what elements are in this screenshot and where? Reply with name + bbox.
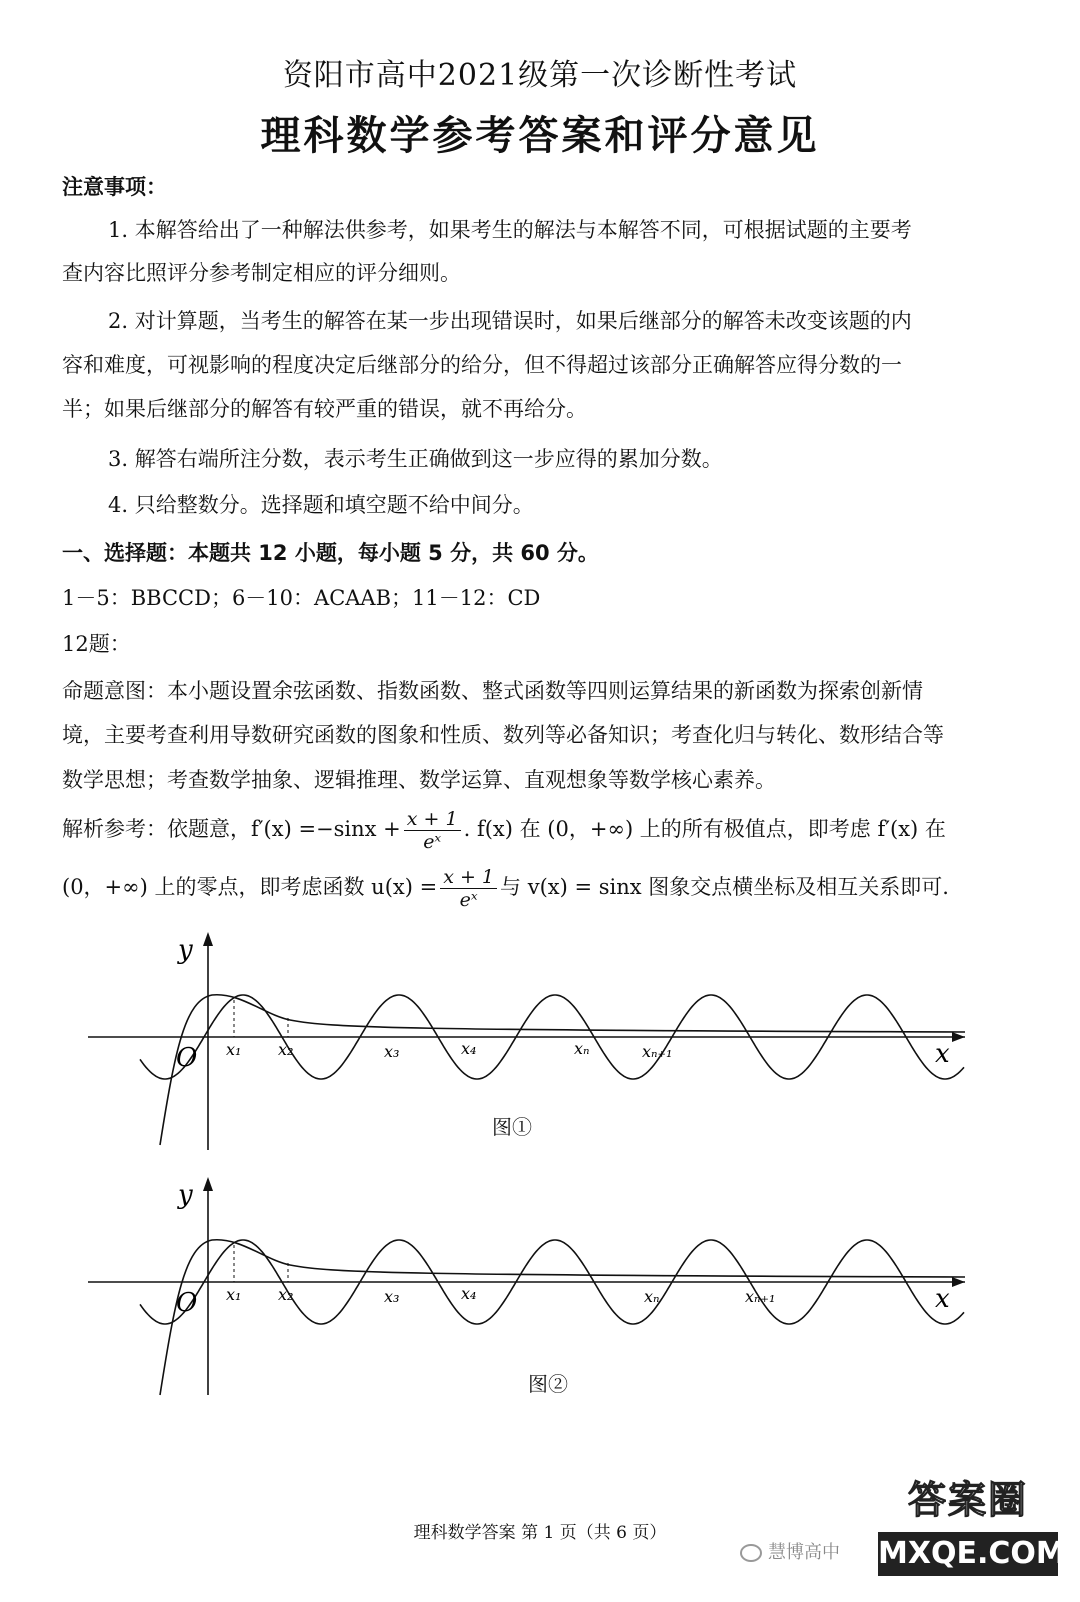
q12-analysis-b2: 与 v(x) = sinx 图象交点横坐标及相互关系即可. [500, 875, 949, 899]
fraction-denominator: eˣ [423, 831, 442, 853]
document-title: 理科数学参考答案和评分意见 [260, 113, 820, 159]
x-axis-arrow [952, 1032, 965, 1042]
notice-item-2b: 容和难度，可视影响的程度决定后继部分的给分，但不得超过该部分正确解答应得分数的一 [62, 353, 902, 377]
notice-item-2a: 2. 对计算题，当考生的解答在某一步出现错误时，如果后继部分的解答未改变该题的内 [108, 309, 912, 333]
point-label-x4: x₄ [461, 1284, 477, 1303]
point-label-xn1: xₙ₊₁ [745, 1287, 776, 1306]
x-axis-arrow [952, 1277, 965, 1287]
watermark-caption [740, 1538, 840, 1564]
u-curve [160, 995, 965, 1145]
point-label-x2: x₂ [278, 1285, 294, 1304]
q12-intent-a: 命题意图：本小题设置余弦函数、指数函数、整式函数等四则运算结果的新函数为探索创新情 [62, 679, 923, 703]
watermark-text: 慧博高中 [768, 1542, 840, 1563]
y-axis-label: y [178, 1180, 193, 1210]
watermark-logo [878, 1476, 1066, 1588]
figure-1 [0, 920, 1080, 1160]
fraction-u [440, 866, 497, 911]
q12-analysis-a1: 解析参考：依题意，f′(x) =−sinx + [62, 817, 401, 841]
x-axis-label: x [935, 1039, 950, 1069]
notice-item-1b: 查内容比照评分参考制定相应的评分细则。 [62, 261, 461, 285]
q12-analysis-b1: (0，+∞) 上的零点，即考虑函数 u(x) = [62, 875, 438, 899]
point-label-xn: xₙ [574, 1039, 590, 1058]
exam-title: 资阳市高中2021级第一次诊断性考试 [282, 58, 798, 93]
fraction-numerator: x + 1 [404, 808, 461, 831]
wechat-icon [740, 1544, 762, 1562]
watermark-logo-url: MXQE.COM [878, 1532, 1058, 1576]
q12-analysis-a2: . f(x) 在 (0，+∞) 上的所有极值点，即考虑 f′(x) 在 [463, 817, 946, 841]
origin-label: O [176, 1043, 198, 1073]
notice-item-4: 4. 只给整数分。选择题和填空题不给中间分。 [108, 493, 534, 517]
q12-intent-b: 境，主要考查利用导数研究函数的图象和性质、数列等必备知识；考查化归与转化、数形结合等 [62, 723, 944, 747]
point-label-x4: x₄ [461, 1039, 477, 1058]
point-label-x1: x₁ [226, 1285, 242, 1304]
section1-heading: 一、选择题：本题共 12 小题，每小题 5 分，共 60 分。 [62, 541, 599, 565]
section1-answers: 1－5：BBCCD；6－10：ACAAB；11－12：CD [62, 586, 541, 610]
q12-analysis-line2 [62, 866, 1022, 911]
point-label-x3: x₃ [384, 1042, 400, 1061]
notice-item-2c: 半；如果后继部分的解答有较严重的错误，就不再给分。 [62, 397, 587, 421]
notice-item-3: 3. 解答右端所注分数，表示考生正确做到这一步应得的累加分数。 [108, 447, 723, 471]
fraction-denominator: eˣ [459, 889, 478, 911]
point-label-x2: x₂ [278, 1040, 294, 1059]
y-axis-arrow [203, 932, 213, 946]
x-axis-label: x [935, 1284, 950, 1314]
point-label-x1: x₁ [226, 1040, 242, 1059]
figure-1-caption: 图① [492, 1115, 532, 1139]
q12-analysis-line1 [62, 808, 1022, 853]
origin-label: O [176, 1288, 198, 1318]
notice-item-1a: 1. 本解答给出了一种解法供参考，如果考生的解法与本解答不同，可根据试题的主要考 [108, 218, 912, 242]
fraction-derivative [404, 808, 461, 853]
page-footer: 理科数学答案 第 1 页（共 6 页） [413, 1523, 667, 1543]
point-label-xn: xₙ [644, 1287, 660, 1306]
y-axis-label: y [178, 935, 193, 965]
watermark-logo-title: 答案圈 [907, 1478, 1028, 1522]
q12-intent-c: 数学思想；考查数学抽象、逻辑推理、数学运算、直观想象等数学核心素养。 [62, 768, 776, 792]
fraction-numerator: x + 1 [440, 866, 497, 889]
notice-heading: 注意事项： [62, 175, 167, 199]
point-label-xn1: xₙ₊₁ [642, 1042, 673, 1061]
y-axis-arrow [203, 1177, 213, 1191]
q12-label: 12题： [62, 632, 131, 656]
point-label-x3: x₃ [384, 1287, 400, 1306]
figure-2-caption: 图② [528, 1372, 568, 1396]
